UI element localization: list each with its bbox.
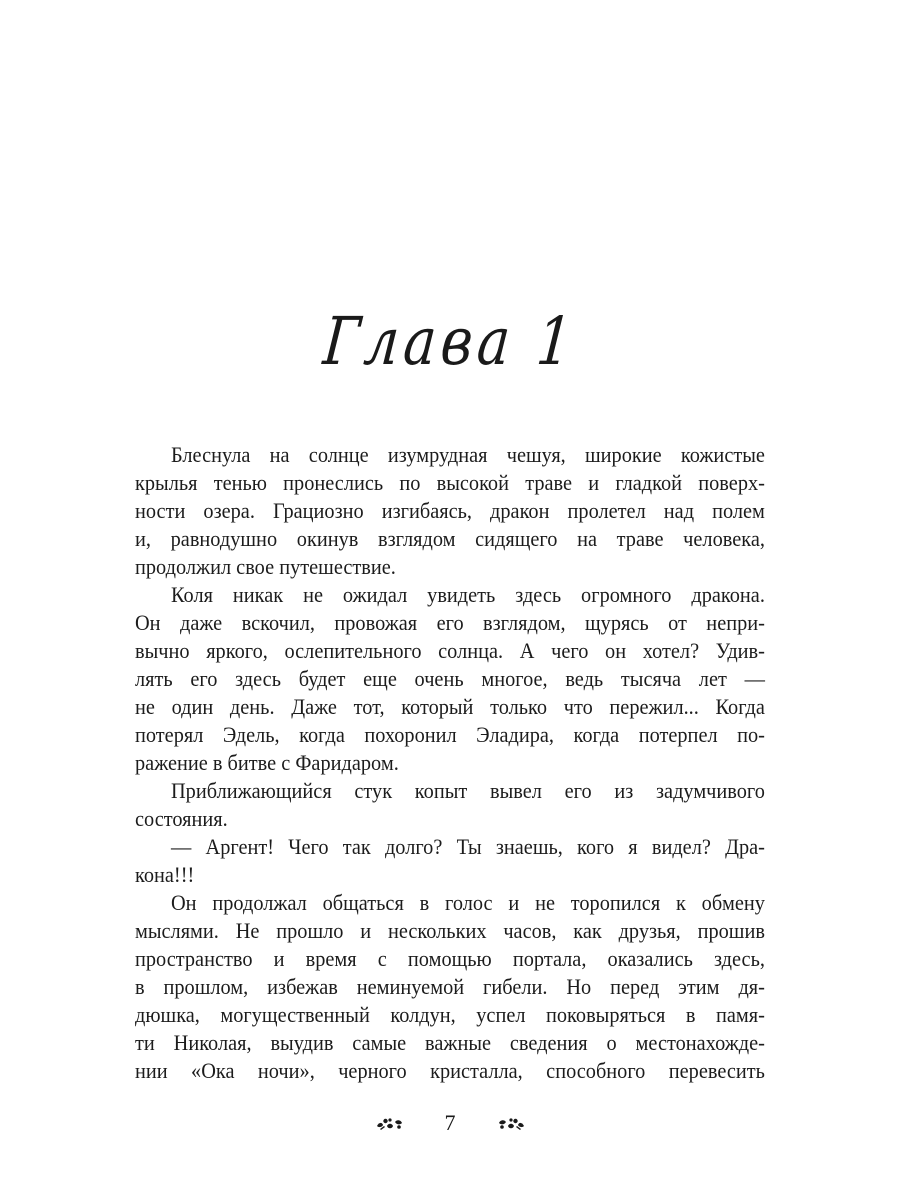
text-line: Он продолжал общаться в голос и не торопился к обмену [171,890,765,915]
paragraph-1 [135,441,765,581]
text-line: не один день. Даже тот, который только что пережил... Когда [135,694,765,719]
paragraph-5 [135,889,765,1085]
text-line: и, равнодушно окинув взглядом сидящего на траве человека, [135,526,765,551]
page-footer [0,1108,900,1138]
text-line: — Аргент! Чего так долго? Ты знаешь, кого я видел? Дра- [171,834,765,859]
paragraph-2 [135,581,765,777]
text-line: Коля никак не ожидал увидеть здесь огромного дракона. [171,582,765,607]
text-line: нии «Ока ночи», черного кристалла, способного перевесить [135,1058,765,1083]
text-line: потерял Эдель, когда похоронил Эладира, когда потерпел по- [135,722,765,747]
text-line: ражение в битве с Фаридаром. [135,750,399,775]
text-line: вычно яркого, ослепительного солнца. А чего он хотел? Удив- [135,638,765,663]
chapter-title: Глава 1 [320,303,580,381]
text-line: состояния. [135,806,228,831]
floral-ornament-icon [496,1114,526,1132]
text-line: Блеснула на солнце изумрудная чешуя, широкие кожистые [171,442,765,467]
text-line: лять его здесь будет еще очень многое, ведь тысяча лет — [135,666,765,691]
text-line: кона!!! [135,862,195,887]
text-line: ти Николая, выудив самые важные сведения о местонахожде- [135,1030,765,1055]
floral-ornament-icon [375,1114,405,1132]
text-line: Он даже вскочил, провожая его взглядом, щурясь от непри- [135,610,765,635]
text-line: в прошлом, избежав неминуемой гибели. Но перед этим дя- [135,974,765,999]
text-line: дюшка, могущественный колдун, успел поковыряться в памя- [135,1002,765,1027]
paragraph-3 [135,777,765,833]
text-line: пространство и время с помощью портала, оказались здесь, [135,946,765,971]
paragraph-4-dialogue [135,833,765,889]
text-line: мыслями. Не прошло и нескольких часов, как друзья, прошив [135,918,765,943]
text-line: Приближающийся стук копыт вывел его из задумчивого [171,778,765,803]
text-line: крылья тенью пронеслись по высокой траве и гладкой поверх- [135,470,765,495]
text-line: ности озера. Грациозно изгибаясь, дракон пролетел над полем [135,498,765,523]
text-line: продолжил свое путешествие. [135,554,396,579]
body-text [135,441,765,1085]
page-number: 7 [444,1110,456,1135]
